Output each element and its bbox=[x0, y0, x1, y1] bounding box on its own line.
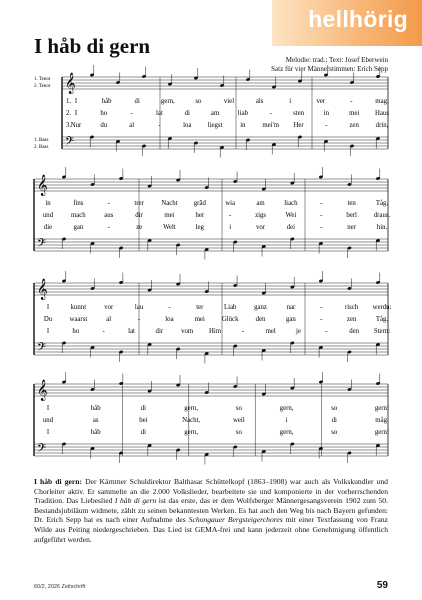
sheet-music-score bbox=[0, 60, 422, 470]
lyric-syllable: Nacht, bbox=[182, 417, 201, 424]
lyric-syllable: - bbox=[320, 224, 323, 231]
lyric-syllable: viel bbox=[223, 98, 235, 105]
lyric-syllable: so bbox=[195, 98, 202, 105]
lyric-syllable: liab bbox=[237, 110, 249, 117]
article-song-title: I håb di gern bbox=[114, 496, 157, 506]
lyric-syllable: di bbox=[140, 405, 147, 412]
lyric-syllable: - bbox=[320, 200, 323, 207]
lyric-syllable: ter bbox=[196, 304, 204, 311]
lyric-syllable: - bbox=[241, 328, 244, 335]
credit-melody: Melodie: trad.; Text: Josef Eberwein bbox=[285, 56, 388, 64]
lyric-syllable: mei bbox=[164, 212, 175, 219]
lyric-syllable: I bbox=[46, 405, 50, 412]
lyric-syllable: Haus bbox=[375, 110, 389, 117]
lyric-syllable: kunnt bbox=[70, 304, 87, 311]
lyric-syllable: - bbox=[269, 110, 272, 117]
lyric-syllable: je bbox=[296, 328, 301, 335]
lyric-syllable: di bbox=[184, 110, 190, 117]
lyric-syllable: Nur bbox=[70, 122, 82, 129]
lyric-syllable: - bbox=[350, 98, 353, 105]
lyric-syllable: sten bbox=[293, 110, 305, 117]
lyric-syllable: mag, bbox=[375, 98, 389, 105]
lyric-syllable: - bbox=[137, 316, 141, 323]
lyric-syllable: mei'm bbox=[262, 122, 280, 129]
treble-clef-icon: 𝄞 bbox=[37, 380, 48, 400]
lyric-syllable: gan bbox=[285, 316, 296, 323]
lyric-syllable: lat bbox=[128, 328, 135, 335]
lyric-syllable: di bbox=[134, 98, 140, 105]
lyric-syllable: her bbox=[195, 212, 205, 219]
treble-clef-icon: 𝄞 bbox=[65, 73, 76, 93]
lyric-syllable: weil bbox=[233, 417, 245, 424]
lyric-syllable: i bbox=[289, 98, 292, 105]
lyric-syllable: mel bbox=[265, 328, 276, 335]
lyric-syllable: liach bbox=[284, 200, 298, 207]
lyric-syllable: måg. bbox=[375, 417, 389, 424]
voice-label: 2. Bass bbox=[34, 145, 49, 150]
lyric-syllable: - bbox=[130, 110, 133, 117]
article-text-1: Der Kärntner Schuldirektor Balthasar Schüttelkopf (1863–1908) war auch als Volkskundler und Chorleiter aktiv. Er sammelte an die 2.000 Volkslieder, bearbeitete sie und komponierte in der vorherrschenden Tradition. Das Liebeslied bbox=[34, 477, 388, 506]
lyric-syllable: in bbox=[323, 110, 330, 117]
lyric-syllable: risch bbox=[345, 304, 359, 311]
lyric-syllable: so bbox=[331, 405, 338, 412]
credit-arrangement: Satz für vier Männerstimmen: Erich Sepp bbox=[271, 65, 388, 73]
lyric-syllable: i bbox=[285, 417, 288, 424]
lyric-syllable: nar bbox=[286, 304, 296, 311]
lyric-syllable: lau bbox=[134, 304, 144, 311]
bass-clef-icon: 𝄢 bbox=[65, 136, 75, 151]
lyric-syllable: wia bbox=[225, 200, 236, 207]
lyric-syllable: ver bbox=[316, 98, 326, 105]
lyric-syllable: in bbox=[45, 200, 51, 207]
lyric-syllable: liegst bbox=[207, 122, 223, 129]
lyric-syllable: bei bbox=[139, 417, 148, 424]
lyric-syllable: am bbox=[210, 110, 220, 117]
lyric-syllable: ner bbox=[347, 224, 356, 231]
issue-info: 60/2, 2026 Zeitschrift bbox=[34, 584, 86, 590]
lyric-syllable: ganz bbox=[254, 304, 267, 311]
lyric-syllable: den bbox=[349, 328, 360, 335]
lyric-syllable: Him bbox=[208, 328, 222, 335]
score-system bbox=[34, 167, 391, 260]
lyric-syllable: und bbox=[42, 417, 54, 424]
lyric-syllable: gern, bbox=[160, 98, 175, 105]
lyric-syllable: vom bbox=[181, 328, 194, 335]
lyric-syllable: ten bbox=[347, 200, 356, 207]
lyric-syllable: al bbox=[106, 316, 112, 323]
lyric-syllable: gern, bbox=[184, 405, 199, 412]
lyric-syllable: i bbox=[229, 224, 232, 231]
lyric-syllable: so bbox=[235, 429, 242, 436]
article-text-2: ist das erste, das er dem Wolfsberger Männergesangsverein 1902 zum 50. Bestandsjubiläum widmete, zählt zu seinen bekanntesten Werken. Es hat auch den Weg bis nach Bayern gefunden: Dr. Erich Sepp hat es nach einer Aufnahme des bbox=[34, 496, 388, 525]
lyric-syllable: hin. bbox=[376, 224, 388, 231]
lyric-syllable: mach bbox=[70, 212, 86, 219]
lyric-syllable: håb bbox=[101, 98, 112, 105]
lyric-syllable: - bbox=[168, 304, 171, 311]
lyric-syllable: vor bbox=[104, 304, 114, 311]
lyric-syllable: fins bbox=[73, 200, 84, 207]
article-text bbox=[34, 477, 388, 544]
lyric-syllable: gan bbox=[73, 224, 84, 231]
lyric-syllable: loa bbox=[165, 316, 174, 323]
lyric-syllable: I bbox=[46, 304, 50, 311]
lyric-syllable: Tåg. bbox=[375, 316, 389, 323]
score-system bbox=[34, 271, 392, 364]
lyric-syllable: am bbox=[256, 200, 265, 207]
lyric-syllable: loa bbox=[183, 122, 192, 129]
lyric-syllable: - bbox=[102, 328, 105, 335]
lyric-syllable: waarst bbox=[69, 316, 88, 323]
voice-label: 1. Bass bbox=[34, 138, 49, 143]
lyric-syllable: Liab bbox=[223, 304, 237, 311]
lyric-syllable: gern, bbox=[279, 429, 294, 436]
lyric-syllable: - bbox=[320, 316, 323, 323]
lyric-syllable: ho bbox=[72, 328, 80, 335]
lyric-syllable: aus bbox=[104, 212, 114, 219]
lyric-syllable: Her bbox=[293, 122, 304, 129]
treble-clef-icon: 𝄞 bbox=[37, 175, 48, 195]
lyric-syllable: lat bbox=[156, 110, 163, 117]
voice-label: 2. Tenor bbox=[34, 84, 51, 89]
bass-clef-icon: 𝄢 bbox=[37, 443, 47, 458]
verse-number: 2. bbox=[66, 110, 72, 117]
lyric-syllable: grād bbox=[193, 200, 206, 207]
brand-banner bbox=[272, 0, 422, 46]
lyric-syllable: I bbox=[74, 110, 78, 117]
lyric-syllable: gern! bbox=[374, 405, 390, 412]
lyric-syllable: zen bbox=[349, 122, 359, 129]
lyric-syllable: Stern: bbox=[373, 328, 391, 335]
lyric-syllable: ze bbox=[136, 224, 143, 231]
lyric-syllable: - bbox=[325, 122, 328, 129]
lyric-syllable: al bbox=[129, 122, 135, 129]
lyric-syllable: I bbox=[46, 429, 50, 436]
lyric-syllable: håb bbox=[90, 405, 101, 412]
lyric-syllable: dir bbox=[155, 328, 164, 335]
lyric-syllable: I bbox=[46, 328, 50, 335]
lyric-syllable: - bbox=[229, 212, 232, 219]
lyric-syllable: vor bbox=[256, 224, 266, 231]
lyric-syllable: Tåg. bbox=[375, 200, 389, 207]
lyric-syllable: gern! bbox=[374, 429, 390, 436]
lyric-syllable: Welt bbox=[163, 224, 176, 231]
lyric-syllable: di bbox=[140, 429, 147, 436]
lyric-syllable: dei bbox=[286, 224, 296, 231]
lyric-syllable: - bbox=[320, 304, 323, 311]
lyric-syllable: so bbox=[331, 429, 338, 436]
lyric-syllable: den bbox=[255, 316, 266, 323]
score-system bbox=[62, 65, 389, 158]
lyric-syllable: werdn: bbox=[372, 304, 392, 311]
lyric-syllable: Nacht bbox=[161, 200, 178, 207]
article-text-3: mit einer Textfassung von Franz Wilde aus Peiting niedergeschrieben. Das Lied ist GEMA-frei und kann jederzeit ohne Genehmigung öffentlich aufgeführt werden. bbox=[34, 515, 388, 544]
article-lead: I håb di gern: bbox=[34, 477, 83, 486]
lyric-syllable: gern, bbox=[184, 429, 199, 436]
lyric-syllable: und bbox=[42, 212, 54, 219]
verse-number: 1. bbox=[66, 98, 72, 105]
lyric-syllable: zen bbox=[346, 316, 357, 323]
lyric-syllable: mei bbox=[349, 110, 360, 117]
lyric-syllable: zigs bbox=[255, 212, 267, 219]
treble-clef-icon: 𝄞 bbox=[37, 279, 48, 299]
lyric-syllable: mei bbox=[194, 316, 205, 323]
lyric-syllable: - bbox=[325, 328, 328, 335]
lyric-syllable: håb bbox=[90, 429, 101, 436]
page-number: 59 bbox=[376, 580, 388, 591]
lyric-syllable: du bbox=[100, 122, 108, 129]
lyric-syllable: Wei bbox=[285, 212, 297, 219]
lyric-syllable: gern, bbox=[279, 405, 294, 412]
bass-clef-icon: 𝄢 bbox=[37, 342, 47, 357]
lyric-syllable: - bbox=[158, 122, 161, 129]
lyric-syllable: als bbox=[255, 98, 264, 105]
voice-label: 1. Tenor bbox=[34, 77, 51, 82]
brand-logo: hellhörig bbox=[308, 6, 408, 32]
lyric-syllable: drin, bbox=[375, 122, 389, 129]
lyric-syllable: I bbox=[74, 98, 78, 105]
lyric-syllable: trer bbox=[134, 200, 144, 207]
lyric-syllable: - bbox=[320, 212, 323, 219]
lyric-syllable: so bbox=[235, 405, 242, 412]
lyric-syllable: berl bbox=[346, 212, 357, 219]
article-ensemble-name: Schongauer Bergsteigerchores bbox=[188, 515, 283, 525]
lyric-syllable: Du bbox=[43, 316, 53, 323]
song-title: I håb di gern bbox=[34, 34, 151, 58]
lyric-syllable: as bbox=[92, 417, 99, 424]
lyric-syllable: Glück bbox=[221, 316, 239, 323]
verse-number: 3. bbox=[66, 122, 72, 129]
lyric-syllable: draus. bbox=[373, 212, 391, 219]
lyric-syllable: in bbox=[240, 122, 246, 129]
lyric-syllable: die bbox=[43, 224, 53, 231]
lyric-syllable: leg bbox=[195, 224, 204, 231]
lyric-syllable: di bbox=[331, 417, 337, 424]
lyric-syllable: ho bbox=[100, 110, 108, 117]
bass-clef-icon: 𝄢 bbox=[37, 238, 47, 253]
lyric-syllable: - bbox=[107, 224, 110, 231]
lyric-syllable: - bbox=[107, 200, 110, 207]
score-system bbox=[34, 372, 389, 465]
lyric-syllable: dir bbox=[135, 212, 143, 219]
